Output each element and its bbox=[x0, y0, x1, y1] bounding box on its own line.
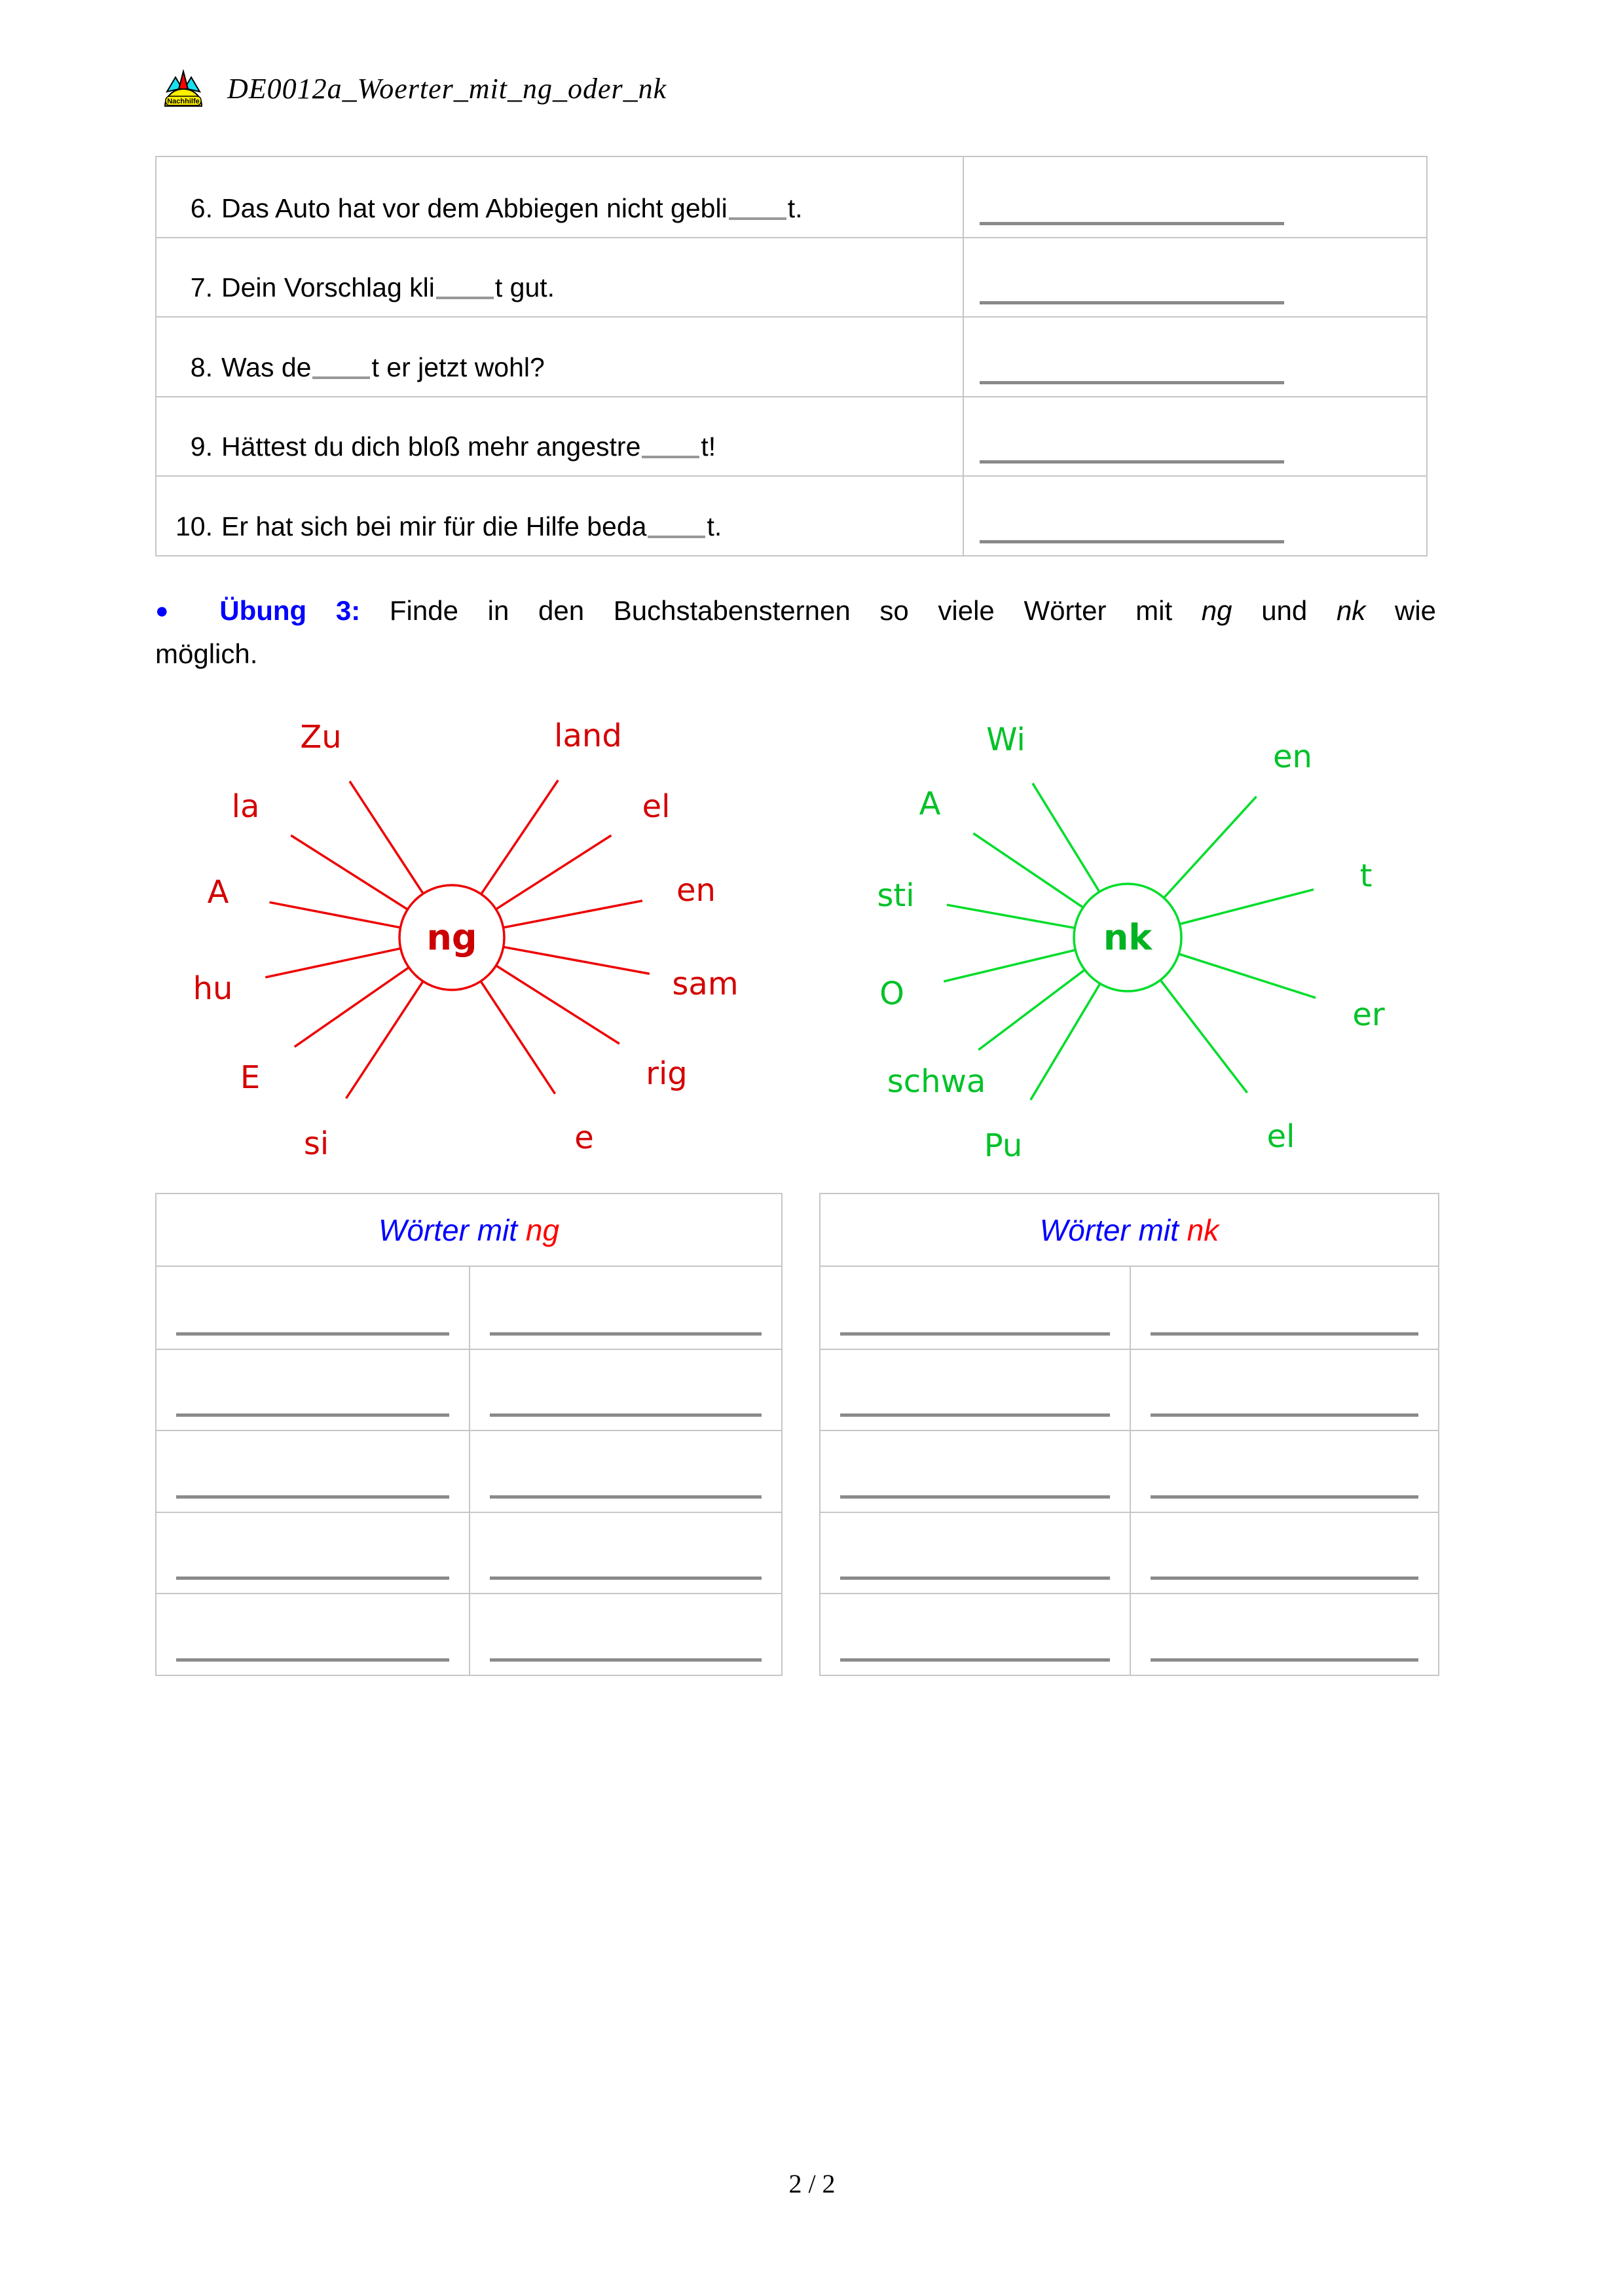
word-writing-line[interactable] bbox=[490, 1576, 762, 1580]
word-writing-line[interactable] bbox=[1151, 1413, 1419, 1417]
star-ray-line bbox=[504, 947, 650, 974]
letter-star-nk bbox=[877, 721, 1384, 1164]
star-ray-line bbox=[973, 833, 1083, 907]
exercise-instruction bbox=[155, 589, 1436, 676]
star-word-label: si bbox=[303, 1125, 329, 1162]
star-word-label: en bbox=[676, 872, 716, 909]
nachhilfe-logo bbox=[162, 69, 204, 110]
fill-in-blank[interactable] bbox=[729, 217, 786, 220]
answer-writing-line[interactable] bbox=[980, 381, 1284, 384]
table-row bbox=[157, 237, 1426, 317]
star-word-label: Pu bbox=[984, 1127, 1023, 1164]
answer-cell bbox=[963, 477, 1426, 555]
table-title-word: ng bbox=[525, 1212, 560, 1247]
star-ray-line bbox=[350, 781, 423, 894]
worksheet-title: DE0012a_Woerter_mit_ng_oder_nk bbox=[227, 73, 667, 105]
table-title-prefix: Wörter mit bbox=[378, 1212, 526, 1247]
word-writing-line[interactable] bbox=[176, 1332, 449, 1336]
word-entry-cell bbox=[157, 1350, 469, 1430]
answer-writing-line[interactable] bbox=[980, 540, 1284, 543]
fill-in-blank[interactable] bbox=[312, 376, 370, 379]
star-word-label: E bbox=[240, 1059, 261, 1096]
word-entry-cell bbox=[469, 1513, 781, 1594]
word-writing-line[interactable] bbox=[840, 1332, 1110, 1336]
word-table-row bbox=[821, 1512, 1438, 1594]
fill-in-blank[interactable] bbox=[648, 536, 705, 538]
answer-cell bbox=[963, 238, 1426, 317]
sentence-cell bbox=[157, 157, 963, 237]
sentence-cell bbox=[157, 477, 963, 555]
star-ray-line bbox=[265, 949, 400, 977]
table-row bbox=[157, 475, 1426, 555]
letter-stars-diagram bbox=[151, 707, 1460, 1178]
instruction-text: wie bbox=[1365, 595, 1437, 626]
word-entry-cell bbox=[1130, 1431, 1439, 1512]
word-table-row bbox=[821, 1430, 1438, 1512]
sentence-after-blank: t. bbox=[707, 511, 722, 541]
words-with-nk-table bbox=[819, 1193, 1439, 1676]
table-title bbox=[821, 1194, 1438, 1267]
word-writing-line[interactable] bbox=[840, 1576, 1110, 1580]
word-entry-cell bbox=[1130, 1594, 1439, 1675]
word-entry-cell bbox=[821, 1431, 1130, 1512]
star-word-label: sti bbox=[877, 877, 915, 914]
page-number: 2 / 2 bbox=[788, 2169, 836, 2198]
word-writing-line[interactable] bbox=[840, 1495, 1110, 1499]
star-ray-line bbox=[1179, 954, 1316, 998]
star-center-label: nk bbox=[1103, 917, 1153, 958]
sentence-cell bbox=[157, 238, 963, 317]
sentence-before-blank: Dein Vorschlag kli bbox=[221, 272, 435, 303]
word-writing-line[interactable] bbox=[1151, 1658, 1419, 1662]
logo-text: Nachhilfe bbox=[167, 98, 200, 105]
word-writing-line[interactable] bbox=[176, 1413, 449, 1417]
word-entry-cell bbox=[821, 1350, 1130, 1430]
word-entry-cell bbox=[821, 1513, 1130, 1594]
star-word-label: Wi bbox=[986, 721, 1025, 758]
words-with-ng-table bbox=[155, 1193, 783, 1676]
star-ray-line bbox=[947, 905, 1075, 928]
sentence-cell bbox=[157, 318, 963, 396]
sentence-before-blank: Er hat sich bei mir für die Hilfe beda bbox=[221, 511, 647, 541]
star-word-label: O bbox=[879, 975, 904, 1012]
table-row bbox=[157, 157, 1426, 237]
word-writing-line[interactable] bbox=[1151, 1495, 1419, 1499]
letter-star-ng bbox=[193, 718, 739, 1162]
star-ray-line bbox=[1160, 980, 1247, 1093]
star-center-label: ng bbox=[426, 917, 477, 958]
word-entry-cell bbox=[157, 1431, 469, 1512]
instruction-line-1 bbox=[155, 589, 1436, 632]
table-title bbox=[157, 1194, 781, 1267]
item-number: 8. bbox=[190, 352, 213, 382]
answer-cell bbox=[963, 157, 1426, 237]
instruction-text: Finde in den Buchstabensternen so viele Wörter mit bbox=[389, 595, 1202, 626]
word-entry-cell bbox=[157, 1513, 469, 1594]
word-writing-line[interactable] bbox=[1151, 1332, 1419, 1336]
word-entry-cell bbox=[469, 1594, 781, 1675]
exercise-label: Übung 3: bbox=[219, 595, 361, 626]
word-writing-line[interactable] bbox=[176, 1495, 449, 1499]
word-entry-cell bbox=[1130, 1267, 1439, 1349]
word-entry-cell bbox=[821, 1594, 1130, 1675]
star-word-label: er bbox=[1352, 996, 1385, 1033]
item-number: 7. bbox=[190, 272, 213, 303]
star-ray-line bbox=[1033, 783, 1099, 892]
word-writing-line[interactable] bbox=[1151, 1576, 1419, 1580]
star-ray-line bbox=[504, 901, 642, 928]
word-entry-cell bbox=[469, 1350, 781, 1430]
star-ray-line bbox=[1164, 797, 1256, 898]
star-word-label: la bbox=[231, 788, 260, 825]
sentence-before-blank: Das Auto hat vor dem Abbiegen nicht gebli bbox=[221, 192, 728, 223]
star-word-label: en bbox=[1273, 738, 1312, 775]
sentence-cell bbox=[157, 397, 963, 476]
star-word-label: Zu bbox=[300, 719, 342, 756]
fill-in-blank[interactable] bbox=[436, 297, 494, 299]
star-word-label: hu bbox=[193, 970, 233, 1007]
star-word-label: sam bbox=[672, 966, 739, 1002]
word-table-row bbox=[157, 1430, 781, 1512]
star-ray-line bbox=[1179, 890, 1314, 924]
instruction-text: und bbox=[1232, 595, 1337, 626]
fill-in-sentence-table bbox=[155, 156, 1428, 556]
star-ray-line bbox=[270, 902, 401, 928]
star-word-label: A bbox=[919, 786, 941, 822]
word-table-row bbox=[157, 1593, 781, 1675]
fill-in-blank[interactable] bbox=[642, 456, 699, 458]
instruction-nk: nk bbox=[1336, 595, 1366, 626]
sentence-after-blank: t. bbox=[787, 192, 803, 223]
answer-cell bbox=[963, 318, 1426, 396]
table-row bbox=[157, 316, 1426, 396]
table-row bbox=[157, 396, 1426, 476]
answer-cell bbox=[963, 397, 1426, 476]
word-table-row bbox=[821, 1593, 1438, 1675]
star-ray-line bbox=[346, 981, 424, 1099]
answer-writing-line[interactable] bbox=[980, 460, 1284, 464]
word-table-row bbox=[157, 1349, 781, 1430]
sentence-after-blank: t gut. bbox=[494, 272, 555, 303]
word-entry-cell bbox=[157, 1594, 469, 1675]
word-entry-cell bbox=[821, 1267, 1130, 1349]
word-entry-cell bbox=[469, 1267, 781, 1349]
item-number: 6. bbox=[190, 192, 213, 223]
table-title-prefix: Wörter mit bbox=[1039, 1212, 1187, 1247]
bullet-icon: ● bbox=[155, 598, 191, 623]
star-word-label: el bbox=[1266, 1118, 1295, 1155]
word-table-row bbox=[157, 1267, 781, 1349]
sentence-after-blank: t er jetzt wohl? bbox=[371, 352, 545, 382]
word-entry-cell bbox=[469, 1431, 781, 1512]
word-table-row bbox=[157, 1512, 781, 1594]
word-table-row bbox=[821, 1267, 1438, 1349]
table-body bbox=[821, 1267, 1438, 1675]
table-title-word: nk bbox=[1187, 1212, 1219, 1247]
word-writing-line[interactable] bbox=[490, 1413, 762, 1417]
word-writing-line[interactable] bbox=[490, 1332, 762, 1336]
word-writing-line[interactable] bbox=[176, 1576, 449, 1580]
star-ray-line bbox=[295, 968, 409, 1047]
answer-writing-line[interactable] bbox=[980, 222, 1284, 225]
word-table-row bbox=[821, 1349, 1438, 1430]
sentence-before-blank: Was de bbox=[221, 352, 312, 382]
star-ray-line bbox=[481, 981, 555, 1094]
instruction-ng: ng bbox=[1201, 595, 1232, 626]
word-writing-line[interactable] bbox=[840, 1658, 1110, 1662]
answer-writing-line[interactable] bbox=[980, 301, 1284, 304]
star-ray-line bbox=[1031, 983, 1100, 1100]
star-word-label: el bbox=[642, 788, 671, 825]
word-entry-cell bbox=[157, 1267, 469, 1349]
item-number: 9. bbox=[190, 431, 213, 462]
word-writing-line[interactable] bbox=[490, 1495, 762, 1499]
star-word-label: t bbox=[1359, 858, 1373, 894]
word-writing-line[interactable] bbox=[840, 1413, 1110, 1417]
sentence-before-blank: Hättest du dich bloß mehr angestre bbox=[221, 431, 641, 462]
star-word-label: schwa bbox=[887, 1063, 986, 1100]
star-word-label: e bbox=[574, 1120, 594, 1156]
star-ray-line bbox=[291, 835, 407, 909]
instruction-line-2: möglich. bbox=[155, 638, 258, 669]
star-ray-line bbox=[944, 950, 1075, 981]
star-word-label: rig bbox=[646, 1055, 688, 1092]
sentence-after-blank: t! bbox=[701, 431, 716, 462]
word-entry-cell bbox=[1130, 1350, 1439, 1430]
table-body bbox=[157, 1267, 781, 1675]
star-word-label: land bbox=[554, 718, 622, 754]
item-number: 10. bbox=[175, 511, 213, 541]
word-entry-cell bbox=[1130, 1513, 1439, 1594]
word-writing-line[interactable] bbox=[176, 1658, 449, 1662]
star-word-label: A bbox=[207, 874, 229, 911]
word-writing-line[interactable] bbox=[490, 1658, 762, 1662]
